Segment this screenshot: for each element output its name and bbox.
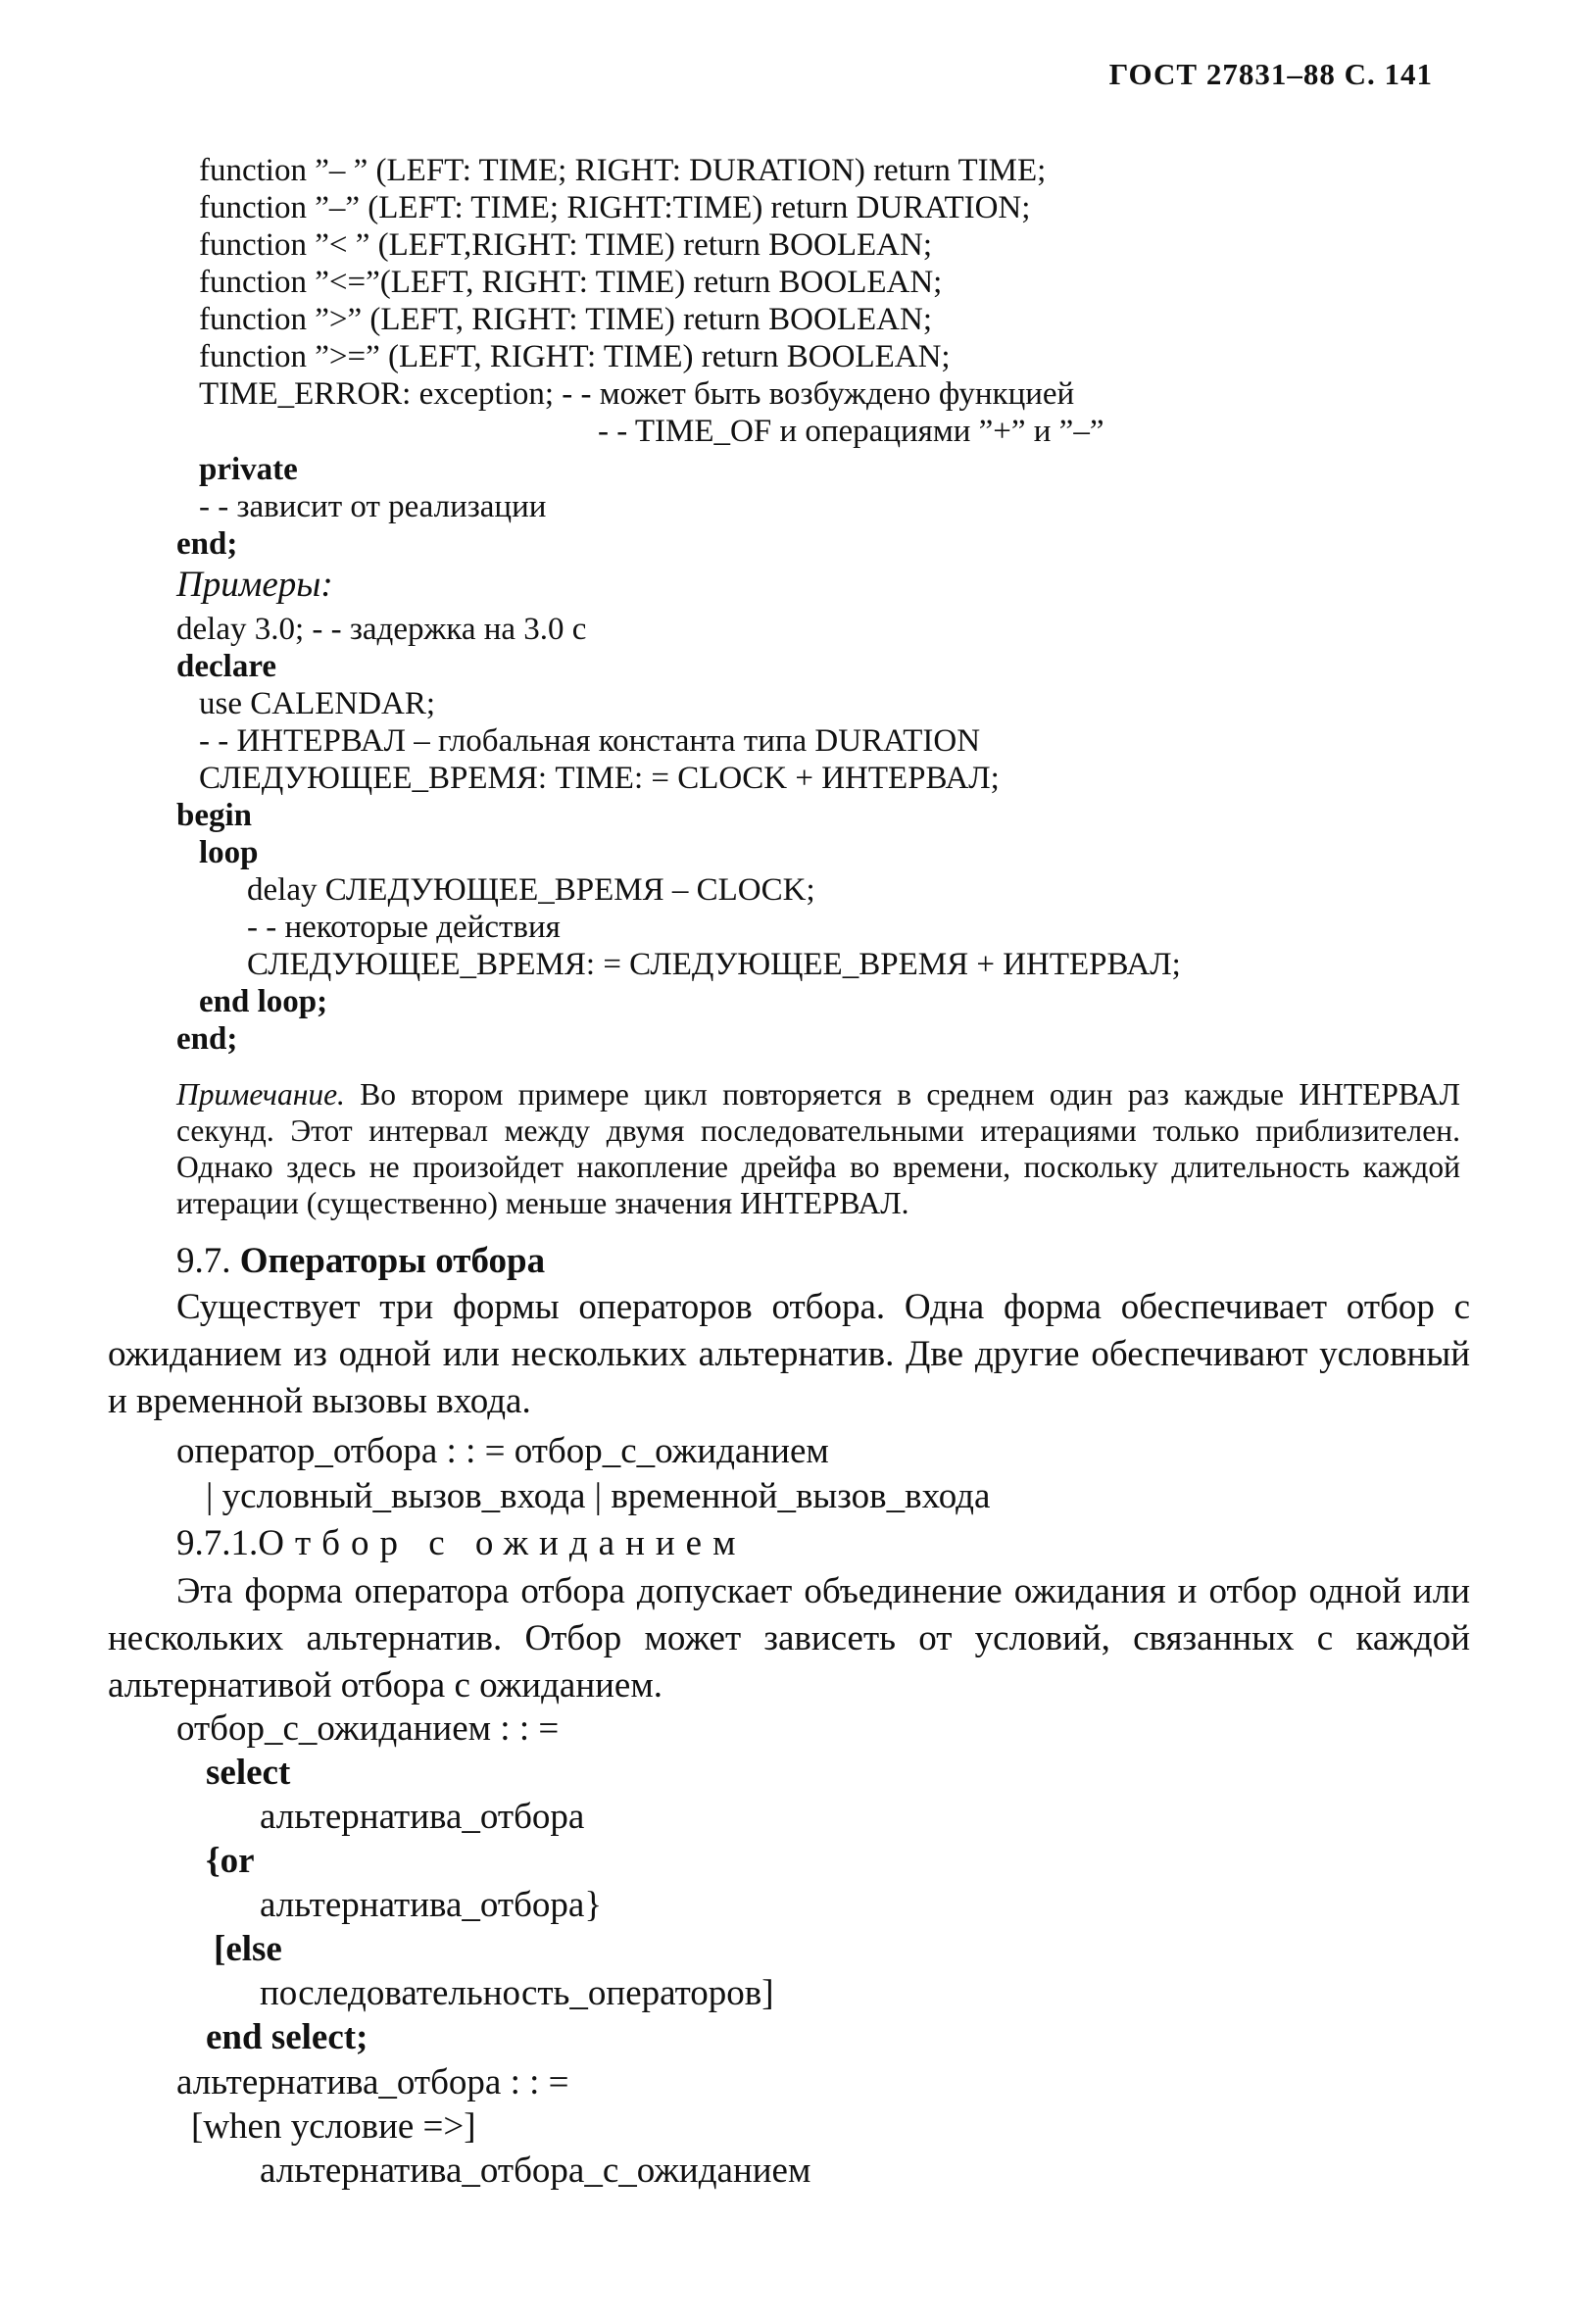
syntax-keyword: select xyxy=(206,1753,291,1793)
code-line: - - некоторые действия xyxy=(247,910,561,945)
section-9-7-paragraph: Существует три формы операторов отбора. Одна форма обеспечивает отбор с ожиданием из одной или нескольких альтернатив. Две другие обеспечивают условный и временной вызовы входа. xyxy=(108,1287,1470,1421)
syntax-keyword: end select; xyxy=(206,2017,368,2057)
code-keyword: loop xyxy=(199,835,259,870)
code-line: СЛЕДУЮЩЕЕ_ВРЕМЯ: = СЛЕДУЮЩЕЕ_ВРЕМЯ + ИНТЕРВАЛ; xyxy=(247,947,1181,982)
section-9-7-1-paragraph: Эта форма оператора отбора допускает объединение ожидания и отбор одной или нескольких альтернатив. Отбор может зависеть от условий, связанных с каждой альтернативой отбора с ожиданием. xyxy=(108,1571,1470,1706)
code-keyword: begin xyxy=(176,798,253,833)
code-line: СЛЕДУЮЩЕЕ_ВРЕМЯ: TIME: = CLOCK + ИНТЕРВАЛ; xyxy=(199,761,1000,796)
syntax-line: альтернатива_отбора} xyxy=(260,1885,603,1925)
code-line: TIME_ERROR: exception; - - может быть возбуждено функцией xyxy=(199,376,1075,412)
code-keyword: end; xyxy=(176,1021,238,1057)
code-line: function ”>=” (LEFT, RIGHT: TIME) return BOOLEAN; xyxy=(199,339,951,374)
section-number: 9.7.1. xyxy=(176,1523,259,1563)
section-number: 9.7. xyxy=(176,1241,231,1281)
code-keyword: end loop; xyxy=(199,984,328,1019)
syntax-line: последовательность_операторов] xyxy=(260,1973,774,2013)
section-heading-9-7-1 xyxy=(176,1525,747,1561)
note-text: Во втором примере цикл повторяется в среднем один раз каждые ИНТЕРВАЛ секунд. Этот интервал между двумя последовательными итерациями только приблизителен. Однако здесь не произойдет накопление дрейфа во времени, поскольку длительность каждой итерации (существенно) меньше значения ИНТЕРВАЛ. xyxy=(176,1077,1460,1220)
examples-heading: Примеры: xyxy=(176,565,333,605)
syntax-line: отбор_с_ожиданием : : = xyxy=(176,1708,560,1749)
code-line: function ”< ” (LEFT,RIGHT: TIME) return BOOLEAN; xyxy=(199,227,932,263)
code-line: - - TIME_OF и операциями ”+” и ”–” xyxy=(598,414,1104,449)
section-title: Операторы отбора xyxy=(239,1241,546,1281)
code-line: function ”<=”(LEFT, RIGHT: TIME) return BOOLEAN; xyxy=(199,265,943,300)
note-paragraph xyxy=(176,1076,1460,1221)
code-line: delay 3.0; - - задержка на 3.0 с xyxy=(176,612,587,647)
syntax-line: оператор_отбора : : = отбор_с_ожиданием xyxy=(176,1431,829,1471)
code-line: use CALENDAR; xyxy=(199,686,436,721)
code-keyword: private xyxy=(199,452,298,487)
syntax-line: альтернатива_отбора xyxy=(260,1797,585,1837)
syntax-line: альтернатива_отбора : : = xyxy=(176,2062,569,2102)
code-line: function ”>” (LEFT, RIGHT: TIME) return BOOLEAN; xyxy=(199,302,932,337)
code-line: function ”–” (LEFT: TIME; RIGHT:TIME) return DURATION; xyxy=(199,190,1031,225)
code-line: function ”– ” (LEFT: TIME; RIGHT: DURATION) return TIME; xyxy=(199,153,1047,188)
syntax-line: | условный_вызов_входа | временной_вызов_входа xyxy=(206,1476,991,1516)
code-keyword: end; xyxy=(176,526,238,562)
section-heading-9-7 xyxy=(176,1243,545,1279)
syntax-keyword: [else xyxy=(214,1929,282,1969)
section-title: Отбор с ожиданием xyxy=(258,1523,747,1563)
code-keyword: declare xyxy=(176,649,277,684)
syntax-keyword: {or xyxy=(206,1841,255,1881)
code-line: - - ИНТЕРВАЛ – глобальная константа типа DURATION xyxy=(199,723,981,759)
syntax-line: [when условие =>] xyxy=(191,2106,476,2147)
code-line: - - зависит от реализации xyxy=(199,489,547,524)
note-label: Примечание. xyxy=(176,1077,345,1112)
syntax-line: альтернатива_отбора_с_ожиданием xyxy=(260,2151,811,2191)
page-header: ГОСТ 27831–88 С. 141 xyxy=(1108,57,1433,91)
code-line: delay СЛЕДУЮЩЕЕ_ВРЕМЯ – CLOCK; xyxy=(247,872,815,908)
